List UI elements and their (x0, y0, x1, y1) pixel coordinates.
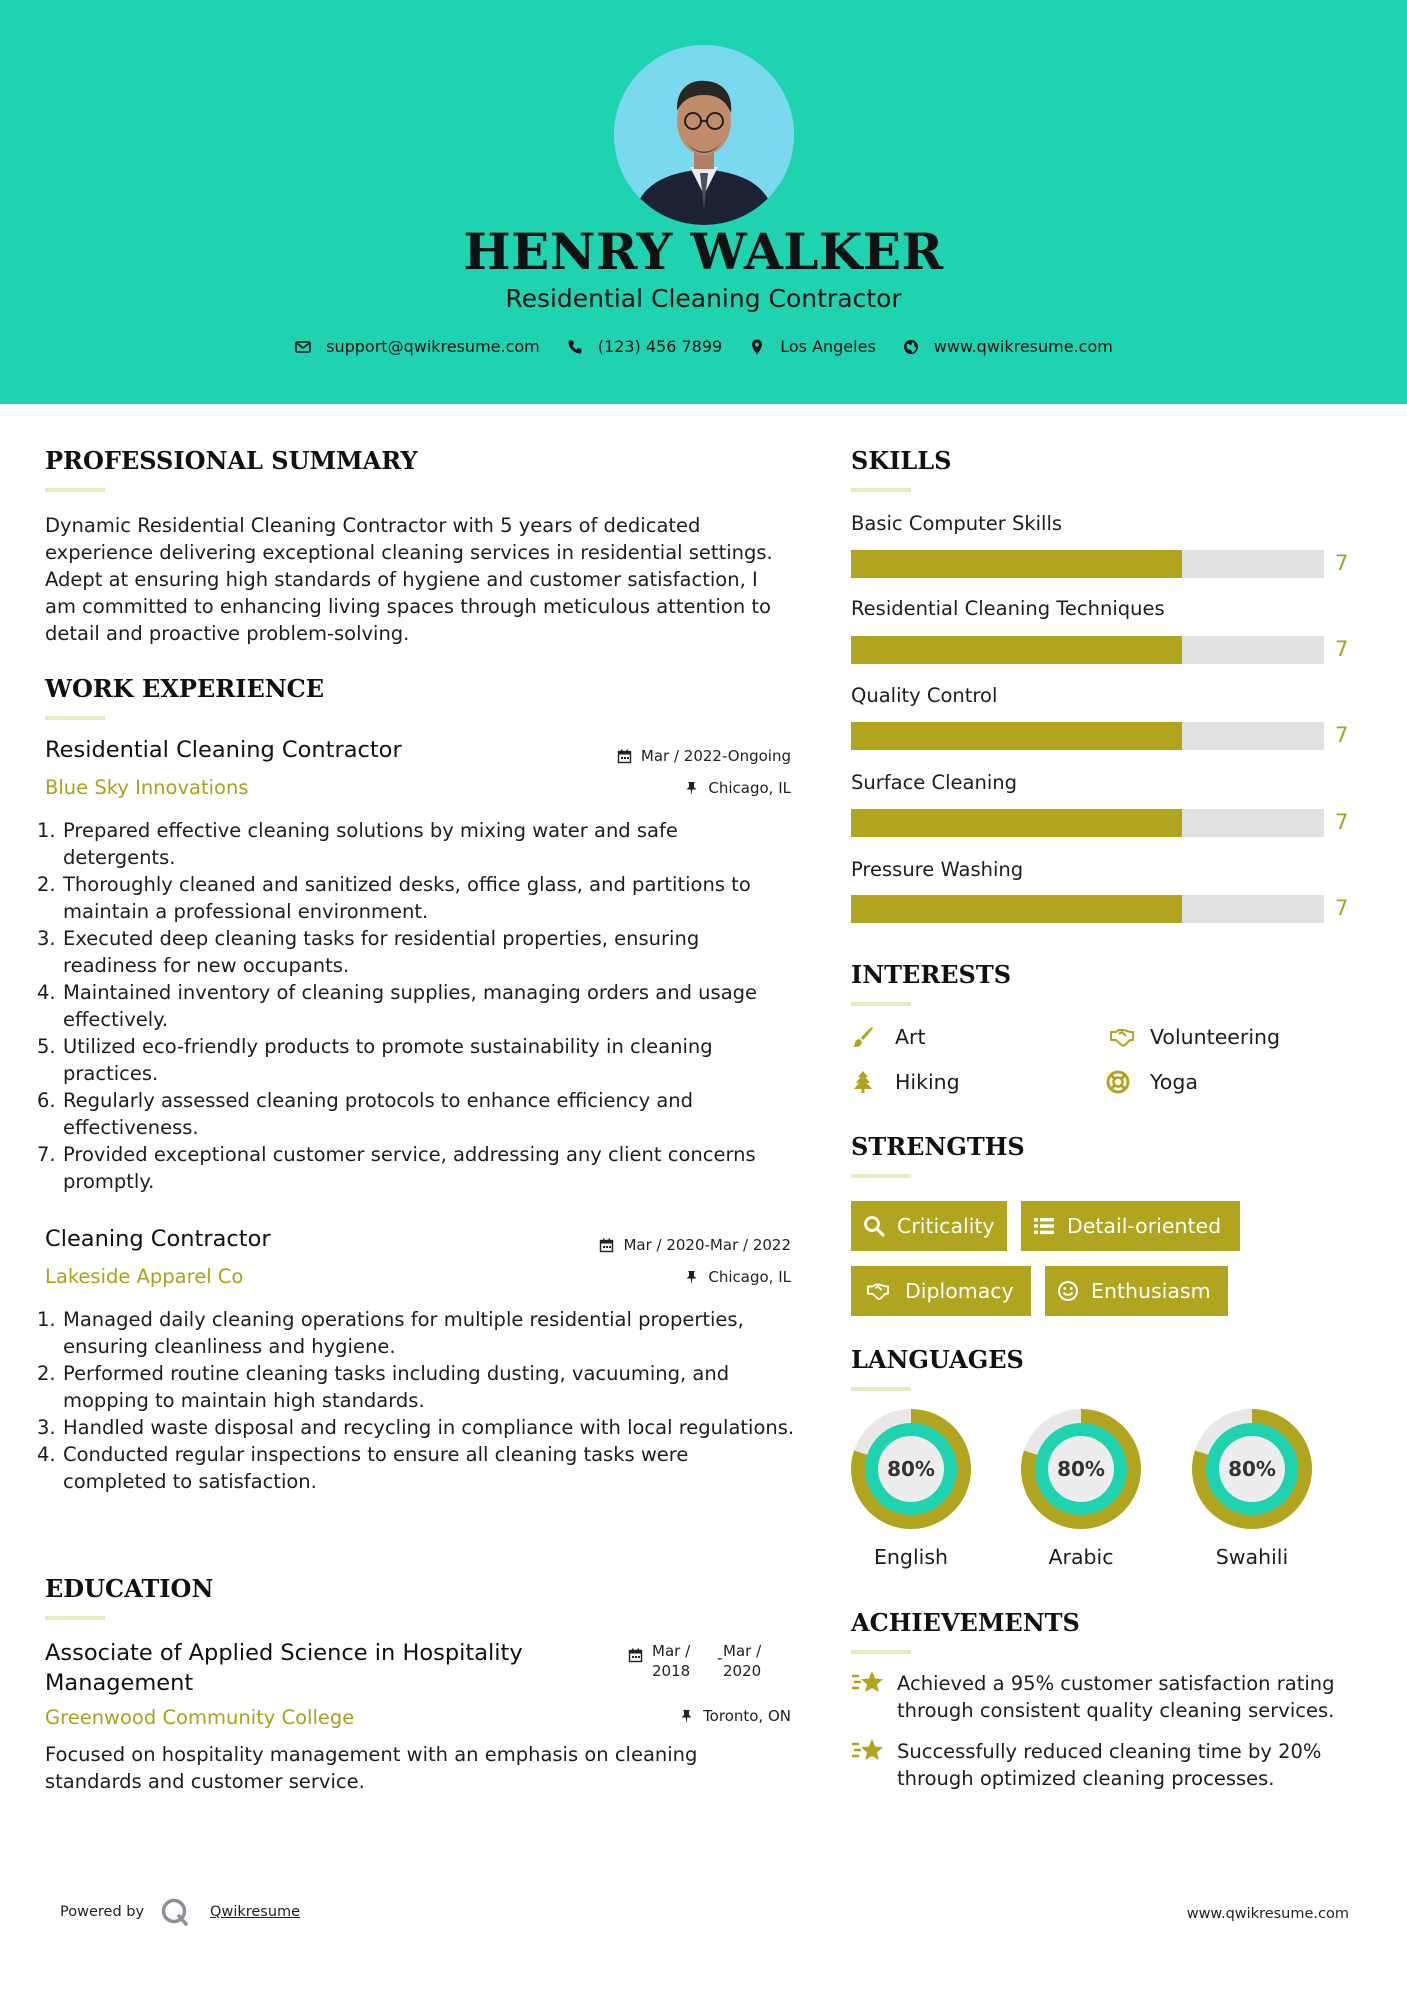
gauge-percent-label: 80% (887, 1457, 935, 1481)
globe-icon (902, 338, 920, 356)
education-start-date: Mar / 2018 (652, 1642, 691, 1680)
interest-label: Art (895, 1025, 926, 1049)
strength-label: Detail-oriented (1067, 1214, 1222, 1238)
contact-website[interactable] (902, 337, 1113, 356)
tree-icon (851, 1070, 875, 1094)
achievement-text: Achieved a 95% customer satisfaction rating through consistent quality cleaning services. (897, 1672, 1335, 1722)
skill-value: 7 (1335, 896, 1349, 920)
education-location-text: Toronto, ON (703, 1707, 791, 1725)
strengths-underline (851, 1174, 911, 1178)
summary-underline (45, 488, 105, 492)
interests-heading: INTERESTS (851, 960, 1012, 989)
school-name: Greenwood Community College (45, 1706, 355, 1729)
language-name: Swahili (1215, 1545, 1289, 1569)
skill-bar-fill (851, 722, 1182, 750)
pushpin-icon (679, 1709, 694, 1724)
education-date-separator: - (717, 1649, 723, 1667)
job-dates (599, 1236, 791, 1254)
job-duties-list (37, 817, 785, 1195)
calendar-icon (617, 749, 632, 764)
skill-value: 7 (1335, 637, 1349, 661)
skill-name: Quality Control (851, 684, 998, 707)
skill-bar (851, 722, 1324, 750)
skill-bar (851, 895, 1324, 923)
degree-title-line: Management (45, 1670, 194, 1696)
strength-label: Diplomacy (905, 1279, 1014, 1303)
job-title: Cleaning Contractor (45, 1226, 271, 1252)
skill-value: 7 (1335, 810, 1349, 834)
achievements-underline (851, 1650, 911, 1654)
paint-brush-icon (851, 1025, 875, 1049)
list-item: 3. Handled waste disposal and recycling in compliance with local regulations. (37, 1416, 795, 1439)
interest-label: Hiking (895, 1070, 960, 1094)
experience-underline (45, 716, 105, 720)
interest-item (1106, 1070, 1198, 1094)
candidate-role: Residential Cleaning Contractor (505, 284, 902, 313)
job-location-text: Chicago, IL (708, 1268, 791, 1286)
skill-bar (851, 550, 1324, 578)
contact-phone[interactable] (566, 337, 722, 356)
resume-header (0, 0, 1407, 404)
list-item: 2. Performed routine cleaning tasks including dusting, vacuuming, and mopping to maintain high standards. (37, 1362, 730, 1412)
achievement-text: Successfully reduced cleaning time by 20% through optimized cleaning processes. (897, 1740, 1322, 1790)
education-location (679, 1707, 791, 1725)
summary-heading: PROFESSIONAL SUMMARY (45, 446, 418, 475)
job-dates-text: Mar / 2020-Mar / 2022 (623, 1236, 791, 1254)
interest-item (851, 1025, 926, 1049)
qwikresume-logo-icon (160, 1897, 190, 1927)
languages-underline (851, 1387, 911, 1391)
candidate-name: HENRY WALKER (463, 222, 944, 281)
job-location (684, 779, 791, 797)
life-ring-icon (1106, 1070, 1130, 1094)
skill-name: Basic Computer Skills (851, 512, 1063, 535)
job-dates-text: Mar / 2022-Ongoing (640, 747, 791, 765)
job-dates (617, 747, 791, 765)
gauge-percent-label: 80% (1057, 1457, 1105, 1481)
interest-label: Yoga (1150, 1070, 1198, 1094)
footer-powered-by (60, 1897, 300, 1927)
skills-underline (851, 488, 911, 492)
skill-value: 7 (1335, 551, 1349, 575)
summary-text: Dynamic Residential Cleaning Contractor with 5 years of dedicated experience delivering exceptional cleaning services in residential settings. Adept at ensuring high standards of hygiene and customer satisfaction, I am committed to enhancing living spaces through meticulous attention to detail and proactive problem-solving. (45, 514, 773, 645)
contact-website-text: www.qwikresume.com (933, 337, 1113, 356)
calendar-icon (599, 1238, 614, 1253)
language-gauge (849, 1407, 973, 1531)
list-item: 6. Regularly assessed cleaning protocols to enhance efficiency and effectiveness. (37, 1089, 694, 1139)
interest-item (851, 1070, 960, 1094)
skill-value: 7 (1335, 723, 1349, 747)
language-name: Arabic (1048, 1545, 1114, 1569)
interests-underline (851, 1002, 911, 1006)
list-item: 4. Maintained inventory of cleaning supplies, managing orders and usage effectively. (37, 981, 758, 1031)
skill-name: Surface Cleaning (851, 771, 1017, 794)
search-icon (863, 1215, 885, 1237)
skill-bar (851, 636, 1324, 664)
education-description: Focused on hospitality management with an emphasis on cleaning standards and customer service. (45, 1743, 698, 1793)
skill-bar-fill (851, 895, 1182, 923)
achievement-item (851, 1670, 1371, 1724)
job-title: Residential Cleaning Contractor (45, 737, 402, 763)
footer-website[interactable]: www.qwikresume.com (1186, 1906, 1349, 1922)
powered-by-label: Powered by (60, 1904, 145, 1920)
skill-bar-fill (851, 550, 1182, 578)
education-underline (45, 1616, 105, 1620)
contact-phone-text: (123) 456 7899 (597, 337, 723, 356)
strengths-heading: STRENGTHS (851, 1132, 1025, 1161)
strength-tag (851, 1201, 1007, 1251)
handshake-icon (1106, 1025, 1138, 1049)
achievement-item (851, 1738, 1371, 1792)
job-company: Lakeside Apparel Co (45, 1265, 244, 1288)
envelope-icon (294, 338, 312, 356)
map-marker-icon (748, 338, 766, 356)
strength-tag (1045, 1266, 1228, 1316)
handshake-icon (863, 1280, 893, 1302)
skill-bar (851, 809, 1324, 837)
skill-bar-fill (851, 636, 1182, 664)
interest-item (1106, 1025, 1280, 1049)
education-end-date: Mar / 2020 (723, 1642, 762, 1680)
list-item: 1. Prepared effective cleaning solutions by mixing water and safe detergents. (37, 819, 678, 869)
qwikresume-link[interactable]: Qwikresume (210, 1904, 301, 1920)
strength-label: Criticality (897, 1214, 995, 1238)
skill-bar-fill (851, 809, 1182, 837)
skill-name: Pressure Washing (851, 858, 1024, 881)
list-icon (1033, 1215, 1055, 1237)
language-name: English (873, 1545, 949, 1569)
list-item: 1. Managed daily cleaning operations for multiple residential properties, ensuring cleanliness and hygiene. (37, 1308, 744, 1358)
contact-email-text: support@qwikresume.com (326, 337, 540, 356)
job-duties-list (37, 1306, 795, 1495)
gauge-percent-label: 80% (1228, 1457, 1276, 1481)
contact-location-text: Los Angeles (780, 337, 876, 356)
list-item: 2. Thoroughly cleaned and sanitized desks, office glass, and partitions to maintain a professional environment. (37, 873, 751, 923)
job-location-text: Chicago, IL (708, 779, 791, 797)
strength-tag (851, 1266, 1031, 1316)
degree-title-line: Associate of Applied Science in Hospitality (45, 1640, 523, 1666)
strength-label: Enthusiasm (1091, 1279, 1211, 1303)
star-achievement-icon (851, 1736, 885, 1766)
list-item: 5. Utilized eco-friendly products to promote sustainability in cleaning practices. (37, 1035, 713, 1085)
degree-title (45, 1638, 523, 1698)
education-heading: EDUCATION (45, 1574, 214, 1603)
skills-heading: SKILLS (851, 446, 952, 475)
phone-icon (566, 338, 584, 356)
smile-icon (1057, 1280, 1079, 1302)
achievements-heading: ACHIEVEMENTS (851, 1608, 1080, 1637)
interest-label: Volunteering (1150, 1025, 1281, 1049)
contact-bar (0, 337, 1407, 356)
skill-name: Residential Cleaning Techniques (851, 597, 1165, 620)
list-item: 4. Conducted regular inspections to ensure all cleaning tasks were completed to satisfaction. (37, 1443, 689, 1493)
contact-location (748, 337, 876, 356)
calendar-icon (628, 1648, 643, 1663)
pushpin-icon (684, 1270, 699, 1285)
contact-email[interactable] (294, 337, 540, 356)
star-achievement-icon (851, 1668, 885, 1698)
profile-photo-illustration (614, 45, 794, 225)
languages-heading: LANGUAGES (851, 1345, 1024, 1374)
job-company: Blue Sky Innovations (45, 776, 249, 799)
pushpin-icon (684, 781, 699, 796)
job-location (684, 1268, 791, 1286)
experience-heading: WORK EXPERIENCE (45, 674, 325, 703)
language-gauge (1019, 1407, 1143, 1531)
strength-tag (1021, 1201, 1240, 1251)
language-gauge (1190, 1407, 1314, 1531)
list-item: 7. Provided exceptional customer service, addressing any client concerns promptly. (37, 1143, 756, 1193)
list-item: 3. Executed deep cleaning tasks for residential properties, ensuring readiness for new occupants. (37, 927, 700, 977)
profile-photo (614, 45, 794, 225)
